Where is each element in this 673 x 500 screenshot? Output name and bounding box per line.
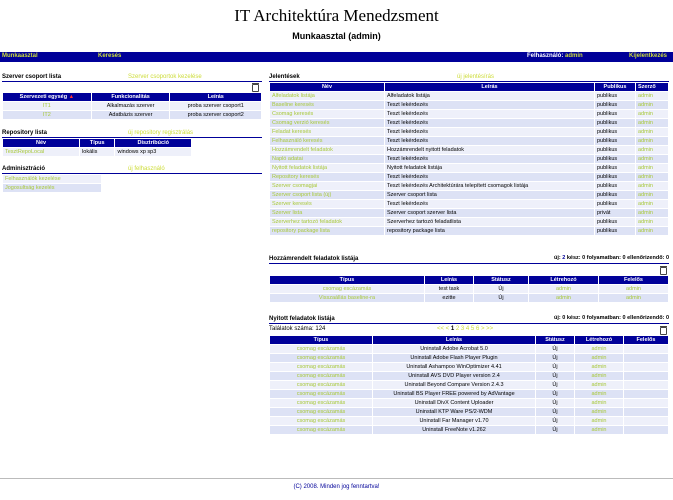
table-cell-link[interactable]: admin bbox=[575, 363, 624, 372]
table-cell: Új bbox=[536, 426, 575, 435]
table-row bbox=[270, 128, 669, 137]
sort-arrow-icon[interactable]: ▲ bbox=[67, 94, 75, 100]
column-header[interactable]: Leírás bbox=[373, 336, 536, 345]
column-header[interactable]: Leírás bbox=[425, 276, 474, 285]
assigned-title: Hozzámrendelt feladatok listája bbox=[269, 256, 359, 262]
assigned-section bbox=[269, 255, 669, 303]
table-cell-link[interactable]: csomag escázamás bbox=[270, 408, 373, 417]
table-row bbox=[3, 148, 192, 157]
table-cell: Szerverhez tartozó feladatlista bbox=[385, 218, 595, 227]
table-row bbox=[270, 209, 669, 218]
table-cell-link[interactable]: Csomag verzió keresés bbox=[270, 119, 385, 128]
table-cell: Uninstall BS Player FREE powered by AdVantage bbox=[373, 390, 536, 399]
footer-divider bbox=[0, 478, 673, 479]
table-row bbox=[270, 101, 669, 110]
column-header[interactable]: Publikus bbox=[595, 83, 636, 92]
table-row bbox=[270, 363, 669, 372]
server-groups-manage-link[interactable]: Szerver csoportok kezelése bbox=[128, 74, 202, 80]
admin-title: Adminisztráció bbox=[2, 166, 46, 172]
table-row bbox=[270, 294, 669, 303]
table-row bbox=[270, 426, 669, 435]
table-cell-link[interactable]: admin bbox=[636, 110, 669, 119]
table-cell: lokális bbox=[80, 148, 115, 157]
repository-header bbox=[2, 129, 262, 138]
pager-page-link[interactable]: 2 bbox=[455, 326, 461, 332]
reports-header bbox=[269, 73, 669, 82]
table-cell: Teszt lekérdezés bbox=[385, 155, 595, 164]
open-section bbox=[269, 315, 669, 435]
table-row bbox=[270, 191, 669, 200]
table-cell: publikus bbox=[595, 218, 636, 227]
table-row bbox=[270, 200, 669, 209]
table-cell-link[interactable] bbox=[624, 363, 669, 372]
column-header[interactable]: Státusz bbox=[474, 276, 529, 285]
table-cell-link[interactable]: Szerverhez tartozó feladatok bbox=[270, 218, 385, 227]
table-cell-link[interactable] bbox=[624, 426, 669, 435]
table-cell-link[interactable]: admin bbox=[636, 137, 669, 146]
open-stats: új: 0 kész: 0 folyamatban: 0 ellenőrizendő: 0 bbox=[554, 315, 669, 321]
table-cell-link[interactable]: admin bbox=[636, 200, 669, 209]
table-row bbox=[270, 218, 669, 227]
table-cell: Uninstall KTP Ware PS/2-WDM bbox=[373, 408, 536, 417]
table-cell-link[interactable]: admin bbox=[575, 408, 624, 417]
table-cell-link[interactable]: csomag escázamás bbox=[270, 363, 373, 372]
table-cell-link[interactable]: admin bbox=[529, 285, 599, 294]
pager-page-link[interactable]: 6 bbox=[475, 326, 481, 332]
table-cell-link[interactable]: csomag escázamás bbox=[270, 345, 373, 354]
table-cell: Nyitott feladatok listája bbox=[385, 164, 595, 173]
assigned-stats: új: 2 kész: 0 folyamatban: 0 ellenőrizendő: 0 bbox=[554, 255, 669, 261]
table-cell-link[interactable]: Hozzámrendelt feladatok bbox=[270, 146, 385, 155]
table-cell: publikus bbox=[595, 155, 636, 164]
table-row bbox=[270, 399, 669, 408]
table-cell: Új bbox=[536, 399, 575, 408]
page-header bbox=[0, 6, 673, 42]
table-cell: Teszt lekérdezés Architektúrára telepített csomagok listája bbox=[385, 182, 595, 191]
table-cell: publikus bbox=[595, 164, 636, 173]
table-cell-link[interactable]: admin bbox=[599, 294, 669, 303]
table-row bbox=[270, 146, 669, 155]
table-cell-link[interactable]: Szerver lista bbox=[270, 209, 385, 218]
table-cell: publikus bbox=[595, 110, 636, 119]
table-cell: publikus bbox=[595, 137, 636, 146]
table-cell-link[interactable]: Szerver csoport lista (új) bbox=[270, 191, 385, 200]
table-cell-link[interactable]: admin bbox=[636, 101, 669, 110]
table-cell: Új bbox=[536, 354, 575, 363]
table-cell-link[interactable]: admin bbox=[636, 146, 669, 155]
table-cell-link[interactable]: Csomag keresés bbox=[270, 110, 385, 119]
table-cell: Teszt lekérdezés bbox=[385, 200, 595, 209]
table-cell-link[interactable]: csomag escázamás bbox=[270, 426, 373, 435]
column-header[interactable]: Státusz bbox=[536, 336, 575, 345]
top-navbar bbox=[0, 52, 673, 62]
table-cell-link[interactable]: Baseline keresés bbox=[270, 101, 385, 110]
table-row bbox=[270, 285, 669, 294]
table-cell: publikus bbox=[595, 92, 636, 101]
table-cell: Új bbox=[536, 372, 575, 381]
table-cell: Alfeladatok listája bbox=[385, 92, 595, 101]
table-cell-link[interactable]: IT2 bbox=[3, 111, 92, 120]
table-cell: Teszt lekérdezés bbox=[385, 173, 595, 182]
table-cell-link[interactable]: csomag escázamás bbox=[270, 390, 373, 399]
table-cell-link[interactable] bbox=[624, 408, 669, 417]
server-groups-table bbox=[2, 92, 262, 120]
nav-user-label: Felhasználó: bbox=[527, 53, 564, 59]
table-cell-link[interactable]: Napló adatai bbox=[270, 155, 385, 164]
table-cell: Teszt lekérdezés bbox=[385, 128, 595, 137]
table-cell-link[interactable] bbox=[624, 354, 669, 363]
table-cell-link[interactable]: admin bbox=[636, 191, 669, 200]
table-cell-link[interactable]: admin bbox=[636, 155, 669, 164]
table-cell: Új bbox=[474, 285, 529, 294]
table-cell-link[interactable]: csomag escázamás bbox=[270, 354, 373, 363]
table-cell: publikus bbox=[595, 200, 636, 209]
table-row bbox=[270, 227, 669, 236]
table-cell: Uninstall AVS DVD Player version 2.4 bbox=[373, 372, 536, 381]
trash-icon[interactable] bbox=[660, 267, 667, 275]
table-row bbox=[3, 102, 262, 111]
table-cell: publikus bbox=[595, 227, 636, 236]
table-row bbox=[270, 92, 669, 101]
page-subtitle: Munkaasztal (admin) bbox=[292, 31, 381, 41]
table-cell-link[interactable]: admin bbox=[529, 294, 599, 303]
column-header[interactable]: Létrehozó bbox=[529, 276, 599, 285]
trash-icon[interactable] bbox=[252, 84, 259, 92]
server-groups-title: Szerver csoport lista bbox=[2, 74, 62, 80]
table-row bbox=[270, 390, 669, 399]
column-header[interactable]: Disztribúció bbox=[115, 139, 192, 148]
table-cell: publikus bbox=[595, 128, 636, 137]
table-cell: Uninstall Adobe Acrobat 5.0 bbox=[373, 345, 536, 354]
repository-table bbox=[2, 138, 192, 157]
table-cell-link[interactable]: IT1 bbox=[3, 102, 92, 111]
table-cell-link[interactable]: admin bbox=[575, 426, 624, 435]
nav-home-link[interactable]: Munkaasztal bbox=[2, 53, 38, 59]
table-cell-link[interactable]: admin bbox=[636, 164, 669, 173]
table-cell-link[interactable] bbox=[624, 345, 669, 354]
admin-menu-row bbox=[3, 175, 102, 184]
table-row bbox=[270, 345, 669, 354]
table-cell-link[interactable]: csomag escázamás bbox=[270, 381, 373, 390]
assigned-table bbox=[269, 275, 669, 303]
table-cell-link[interactable]: Repository keresés bbox=[270, 173, 385, 182]
table-cell-link[interactable]: admin bbox=[636, 182, 669, 191]
table-cell-link[interactable]: admin bbox=[636, 227, 669, 236]
table-row bbox=[270, 417, 669, 426]
table-cell: Uninstall Ashampoo WinOptimizer 4.41 bbox=[373, 363, 536, 372]
right-column bbox=[269, 73, 669, 236]
table-cell: Új bbox=[536, 417, 575, 426]
table-cell-link[interactable]: csomag escázamás bbox=[270, 399, 373, 408]
table-row bbox=[270, 119, 669, 128]
column-header[interactable]: Szerző bbox=[636, 83, 669, 92]
column-header[interactable]: Típus bbox=[80, 139, 115, 148]
table-cell: publikus bbox=[595, 101, 636, 110]
table-row bbox=[270, 137, 669, 146]
repository-register-link[interactable]: új repository regisztrálás bbox=[128, 130, 194, 136]
table-cell-link[interactable]: Szerver csomagjai bbox=[270, 182, 385, 191]
column-header[interactable]: Típus bbox=[270, 336, 373, 345]
table-cell-link[interactable]: admin bbox=[575, 399, 624, 408]
admin-menu bbox=[2, 174, 102, 193]
admin-header bbox=[2, 165, 262, 174]
repository-title: Repository lista bbox=[2, 130, 48, 136]
pager-next[interactable]: > >> bbox=[480, 326, 494, 332]
table-cell: publikus bbox=[595, 146, 636, 155]
table-cell-link[interactable]: Felhasználó keresés bbox=[270, 137, 385, 146]
column-header[interactable]: Típus bbox=[270, 276, 425, 285]
table-cell-link[interactable]: admin bbox=[636, 92, 669, 101]
table-row bbox=[270, 173, 669, 182]
pager-page-link[interactable]: 5 bbox=[470, 326, 476, 332]
reports-table bbox=[269, 82, 669, 236]
table-cell: windows xp sp3 bbox=[115, 148, 192, 157]
column-header[interactable]: Felelős bbox=[624, 336, 669, 345]
table-cell-link[interactable]: admin bbox=[575, 372, 624, 381]
table-row bbox=[270, 182, 669, 191]
column-header[interactable]: Leírás bbox=[385, 83, 595, 92]
column-header[interactable]: Leírás bbox=[170, 93, 262, 102]
table-cell-link[interactable]: csomag escázamás bbox=[270, 417, 373, 426]
table-cell: Szerver csoport szerver lista bbox=[385, 209, 595, 218]
result-count: Találatok száma: 124 bbox=[269, 326, 326, 332]
pager-current: 1 bbox=[450, 326, 455, 332]
column-header[interactable]: Név bbox=[3, 139, 80, 148]
table-cell-link[interactable]: TesztRepoLocal bbox=[3, 148, 80, 157]
table-cell: proba szerver csoport2 bbox=[170, 111, 262, 120]
table-cell: Teszt lekérdezés bbox=[385, 137, 595, 146]
table-cell-link[interactable]: admin bbox=[575, 345, 624, 354]
app-title: IT Architektúra Menedzsment bbox=[234, 6, 439, 25]
table-cell: repository package lista bbox=[385, 227, 595, 236]
table-cell-link[interactable] bbox=[624, 381, 669, 390]
server-groups-header bbox=[2, 73, 262, 82]
table-row bbox=[270, 408, 669, 417]
table-cell: Új bbox=[536, 408, 575, 417]
new-report-link[interactable]: új jelentésírás bbox=[457, 74, 495, 80]
table-row bbox=[270, 381, 669, 390]
nav-search-link[interactable]: Keresés bbox=[98, 53, 122, 59]
table-cell: Teszt lekérdezés bbox=[385, 119, 595, 128]
admin-menu-row bbox=[3, 184, 102, 193]
column-header[interactable]: Név bbox=[270, 83, 385, 92]
table-cell: Új bbox=[536, 345, 575, 354]
table-row bbox=[270, 110, 669, 119]
table-cell: test task bbox=[425, 285, 474, 294]
table-row bbox=[270, 164, 669, 173]
table-cell-link[interactable]: admin bbox=[575, 381, 624, 390]
table-cell-link[interactable] bbox=[624, 417, 669, 426]
pager-page-link[interactable]: 3 bbox=[460, 326, 466, 332]
table-row bbox=[270, 155, 669, 164]
table-cell: ezitte bbox=[425, 294, 474, 303]
admin-menu-item[interactable]: Felhasználók kezelése bbox=[3, 175, 102, 184]
column-header[interactable]: Szervezeti egység ▲ bbox=[3, 93, 92, 102]
table-cell: Uninstall Beyond Compare Version 2.4.3 bbox=[373, 381, 536, 390]
table-cell-link[interactable]: admin bbox=[636, 218, 669, 227]
table-cell: privát bbox=[595, 209, 636, 218]
table-row bbox=[3, 111, 262, 120]
table-cell: Új bbox=[536, 363, 575, 372]
table-cell-link[interactable]: Alfeladatok listája bbox=[270, 92, 385, 101]
column-header[interactable]: Felelős bbox=[599, 276, 669, 285]
pager-page-link[interactable]: 4 bbox=[465, 326, 471, 332]
admin-menu-item[interactable]: Jogosultság kezelés bbox=[3, 184, 102, 193]
open-table bbox=[269, 335, 669, 435]
table-cell-link[interactable]: admin bbox=[636, 119, 669, 128]
new-user-link[interactable]: új felhasználó bbox=[128, 166, 165, 172]
table-cell: Teszt lekérdezés bbox=[385, 110, 595, 119]
table-cell: Uninstall DivX Content Uploader bbox=[373, 399, 536, 408]
trash-icon[interactable] bbox=[660, 327, 667, 335]
table-cell: Uninstall Adobe Flash Player Plugin bbox=[373, 354, 536, 363]
footer-copyright: (C) 2008. Minden jog fenntartva! bbox=[293, 484, 380, 490]
column-header[interactable]: Funkcionalitás bbox=[91, 93, 170, 102]
table-cell-link[interactable]: Nyitott feladatok listája bbox=[270, 164, 385, 173]
column-header[interactable]: Létrehozó bbox=[575, 336, 624, 345]
table-cell: publikus bbox=[595, 119, 636, 128]
table-cell-link[interactable]: admin bbox=[575, 390, 624, 399]
table-cell-link[interactable]: repository package lista bbox=[270, 227, 385, 236]
table-cell-link[interactable]: admin bbox=[636, 209, 669, 218]
table-cell-link[interactable]: admin bbox=[636, 173, 669, 182]
table-cell-link[interactable]: admin bbox=[575, 417, 624, 426]
nav-user-name[interactable]: admin bbox=[565, 53, 583, 59]
table-cell: Alkalmazás szerver bbox=[91, 102, 170, 111]
table-cell-link[interactable] bbox=[624, 399, 669, 408]
table-cell-link[interactable]: Feladat keresés bbox=[270, 128, 385, 137]
table-cell-link[interactable] bbox=[624, 390, 669, 399]
table-cell-link[interactable]: Szerver keresés bbox=[270, 200, 385, 209]
pager-prev[interactable]: << < bbox=[437, 326, 450, 332]
table-cell: Új bbox=[474, 294, 529, 303]
table-cell: Új bbox=[536, 390, 575, 399]
table-cell-link[interactable]: csomag escázamás bbox=[270, 372, 373, 381]
nav-logout-link[interactable]: Kijelentkezés bbox=[629, 53, 668, 59]
table-cell: Uninstall Far Manager v1.70 bbox=[373, 417, 536, 426]
table-cell: publikus bbox=[595, 182, 636, 191]
table-row bbox=[270, 354, 669, 363]
table-cell: Uninstall FreeNote v1.262 bbox=[373, 426, 536, 435]
reports-title: Jelentések bbox=[269, 74, 300, 80]
table-cell: publikus bbox=[595, 191, 636, 200]
left-column bbox=[2, 73, 262, 193]
table-cell: Szerver csoport lista bbox=[385, 191, 595, 200]
table-cell: Adatbázis szerver bbox=[91, 111, 170, 120]
nav-user-info bbox=[527, 53, 583, 59]
table-cell: Teszt lekérdezés bbox=[385, 101, 595, 110]
table-row bbox=[270, 372, 669, 381]
open-title: Nyitott feladatok listája bbox=[269, 316, 335, 322]
pagination bbox=[437, 326, 493, 332]
table-cell: proba szerver csoport1 bbox=[170, 102, 262, 111]
table-cell-link[interactable]: csomag escázamás bbox=[270, 285, 425, 294]
table-cell-link[interactable]: admin bbox=[636, 128, 669, 137]
table-cell-link[interactable]: admin bbox=[575, 354, 624, 363]
table-cell: Hozzámrendelt nyitott feladatok bbox=[385, 146, 595, 155]
table-cell-link[interactable]: admin bbox=[599, 285, 669, 294]
table-cell: publikus bbox=[595, 173, 636, 182]
table-cell-link[interactable]: Visszaállás baseline-ra bbox=[270, 294, 425, 303]
table-cell: Új bbox=[536, 381, 575, 390]
table-cell-link[interactable] bbox=[624, 372, 669, 381]
